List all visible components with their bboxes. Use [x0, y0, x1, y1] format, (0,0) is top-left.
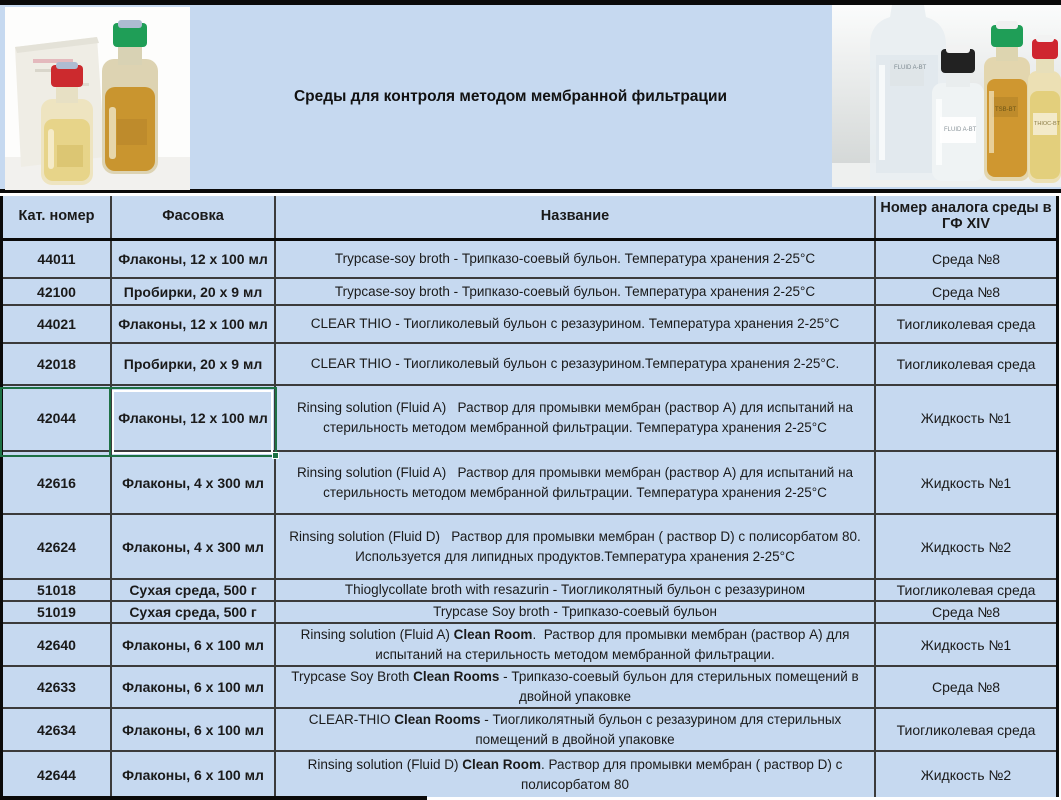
cell-pack[interactable]: Сухая среда, 500 г: [112, 580, 276, 602]
cell-pack[interactable]: Сухая среда, 500 г: [112, 602, 276, 624]
cell-pack[interactable]: Флаконы, 12 х 100 мл: [112, 241, 276, 279]
cell-pack[interactable]: Флаконы, 4 х 300 мл: [112, 452, 276, 515]
left-photo-illustration: [5, 7, 190, 190]
cell-analog[interactable]: Жидкость №2: [920, 766, 1012, 783]
table-row-42018: [3, 344, 1056, 386]
right-product-photo: [832, 5, 1061, 187]
cell-analog[interactable]: Среда №8: [876, 667, 1056, 709]
svg-text:TSB-BT: TSB-BT: [995, 107, 1017, 113]
cell-pack[interactable]: Флаконы, 12 х 100 мл: [112, 306, 276, 344]
cell-pack[interactable]: Флаконы, 4 х 300 мл: [112, 515, 276, 580]
svg-text:FLUID A-BT: FLUID A-BT: [944, 127, 977, 133]
cell-analog[interactable]: Тиогликолевая среда: [876, 580, 1056, 602]
cell-name[interactable]: CLEAR THIO - Тиогликолевый бульон с резазурином. Температура хранения 2-25°С: [276, 306, 876, 344]
table-row-51018: [3, 580, 1056, 602]
cell-cat[interactable]: 44011: [3, 241, 112, 279]
cell-name[interactable]: CLEAR-THIO Clean Rooms - Тиогликолятный бульон с резазурином для стерильных помещений в двойной упаковке: [276, 709, 876, 752]
red-cap-yellow-bottle: [1028, 35, 1061, 183]
table-row-44021: [3, 306, 1056, 344]
table-row-42644: [3, 752, 1056, 797]
cell-name[interactable]: Rinsing solution (Fluid D) Раствор для промывки мембран ( раствор D) с полисорбатом 80. Используется для липидных продуктов.Температура хранения 2-25°С: [276, 515, 876, 580]
cell-name[interactable]: Trypcase Soy Broth Clean Rooms - Трипказо-соевый бульон для стерильных помещений в двойной упаковке: [276, 667, 876, 709]
cell-analog[interactable]: Тиогликолевая среда: [876, 306, 1056, 344]
fill-handle[interactable]: [272, 452, 279, 459]
cell-pack[interactable]: Флаконы, 6 х 100 мл: [112, 709, 276, 752]
cell-cat[interactable]: 42633: [3, 667, 112, 709]
cell-name[interactable]: Rinsing solution (Fluid A) Clean Room. Раствор для промывки мембран (раствор А) для испытаний на стерильность методом мембранной фильтрации.: [276, 624, 876, 667]
table-header-row: [3, 196, 1056, 241]
col-header-pack[interactable]: Фасовка: [112, 196, 276, 238]
cell-cat[interactable]: 42624: [3, 515, 112, 580]
svg-text:THIOC-BT: THIOC-BT: [1034, 121, 1060, 127]
cell-cat[interactable]: 44021: [3, 306, 112, 344]
cell-cat[interactable]: 42018: [3, 344, 112, 386]
cell-name[interactable]: Rinsing solution (Fluid A) Раствор для промывки мембран (раствор А) для испытаний на стерильность методом мембранной фильтрации. Температура хранения 2-25°С: [276, 452, 876, 515]
col-header-cat[interactable]: Кат. номер: [3, 196, 112, 238]
table-row-42624: [3, 515, 1056, 580]
cell-name[interactable]: Rinsing solution (Fluid D) Clean Room. Раствор для промывки мембран ( раствор D) с полисорбатом 80: [276, 752, 876, 797]
cell-name[interactable]: Trypcase Soy broth - Трипказо-соевый бульон: [276, 602, 876, 624]
cell-analog[interactable]: Жидкость №1: [876, 452, 1056, 515]
cell-analog[interactable]: Тиогликолевая среда: [876, 709, 1056, 752]
cell-analog[interactable]: Среда №8: [876, 241, 1056, 279]
cell-pack[interactable]: Пробирки, 20 х 9 мл: [112, 279, 276, 306]
cell-cat[interactable]: 42634: [3, 709, 112, 752]
table-bottom-border: [0, 796, 427, 800]
col-header-analog[interactable]: Номер аналога среды в ГФ XIV: [880, 200, 1052, 232]
cell-analog[interactable]: Жидкость №1: [876, 386, 1056, 452]
table-row-42634: [3, 709, 1056, 752]
svg-text:FLUID A-BT: FLUID A-BT: [894, 65, 927, 71]
table-row-42616: [3, 452, 1056, 515]
cell-cat[interactable]: 42100: [3, 279, 112, 306]
right-photo-illustration: [832, 5, 1061, 187]
table-row-42633: [3, 667, 1056, 709]
cell-cat[interactable]: 51018: [3, 580, 112, 602]
cell-analog[interactable]: Тиогликолевая среда: [876, 344, 1056, 386]
cell-analog[interactable]: Среда №8: [876, 279, 1056, 306]
table-row-44011: [3, 241, 1056, 279]
cell-name[interactable]: Trypcase-soy broth - Трипказо-соевый бульон. Температура хранения 2-25°С: [276, 279, 876, 306]
header-banner: [0, 5, 1061, 193]
table-row-51019: [3, 602, 1056, 624]
cell-cat-selected[interactable]: 42044: [3, 386, 112, 452]
cell-name[interactable]: Rinsing solution (Fluid A) Раствор для промывки мембран (раствор А) для испытаний на стерильность методом мембранной фильтрации. Температура хранения 2-25°С: [276, 386, 876, 452]
cell-pack[interactable]: Флаконы, 6 х 100 мл: [112, 624, 276, 667]
cell-pack[interactable]: Флаконы, 6 х 100 мл: [112, 667, 276, 709]
col-header-name[interactable]: Название: [276, 196, 876, 238]
cell-cat[interactable]: 51019: [3, 602, 112, 624]
cell-analog[interactable]: Жидкость №1: [876, 624, 1056, 667]
left-product-photo: [5, 7, 190, 190]
cell-pack[interactable]: Пробирки, 20 х 9 мл: [112, 344, 276, 386]
cell-name[interactable]: Trypcase-soy broth - Трипказо-соевый бульон. Температура хранения 2-25°С: [276, 241, 876, 279]
cell-name[interactable]: Thioglycollate broth with resazurin - Тиогликолятный бульон с резазурином: [276, 580, 876, 602]
cell-cat[interactable]: 42644: [3, 752, 112, 797]
cell-analog[interactable]: Жидкость №2: [876, 515, 1056, 580]
cell-cat[interactable]: 42616: [3, 452, 112, 515]
table-row-42640: [3, 624, 1056, 667]
media-table: [0, 196, 1059, 800]
cell-name[interactable]: CLEAR THIO - Тиогликолевый бульон с резазурином.Температура хранения 2-25°С.: [276, 344, 876, 386]
cell-cat[interactable]: 42640: [3, 624, 112, 667]
page-title: Среды для контроля методом мембранной фильтрации: [293, 88, 728, 105]
table-row-42044: [3, 386, 1056, 452]
table-row-42100: [3, 279, 1056, 306]
cell-analog[interactable]: Среда №8: [876, 602, 1056, 624]
cell-pack[interactable]: Флаконы, 6 х 100 мл: [112, 752, 276, 797]
cell-pack-active[interactable]: Флаконы, 12 х 100 мл: [112, 386, 276, 452]
